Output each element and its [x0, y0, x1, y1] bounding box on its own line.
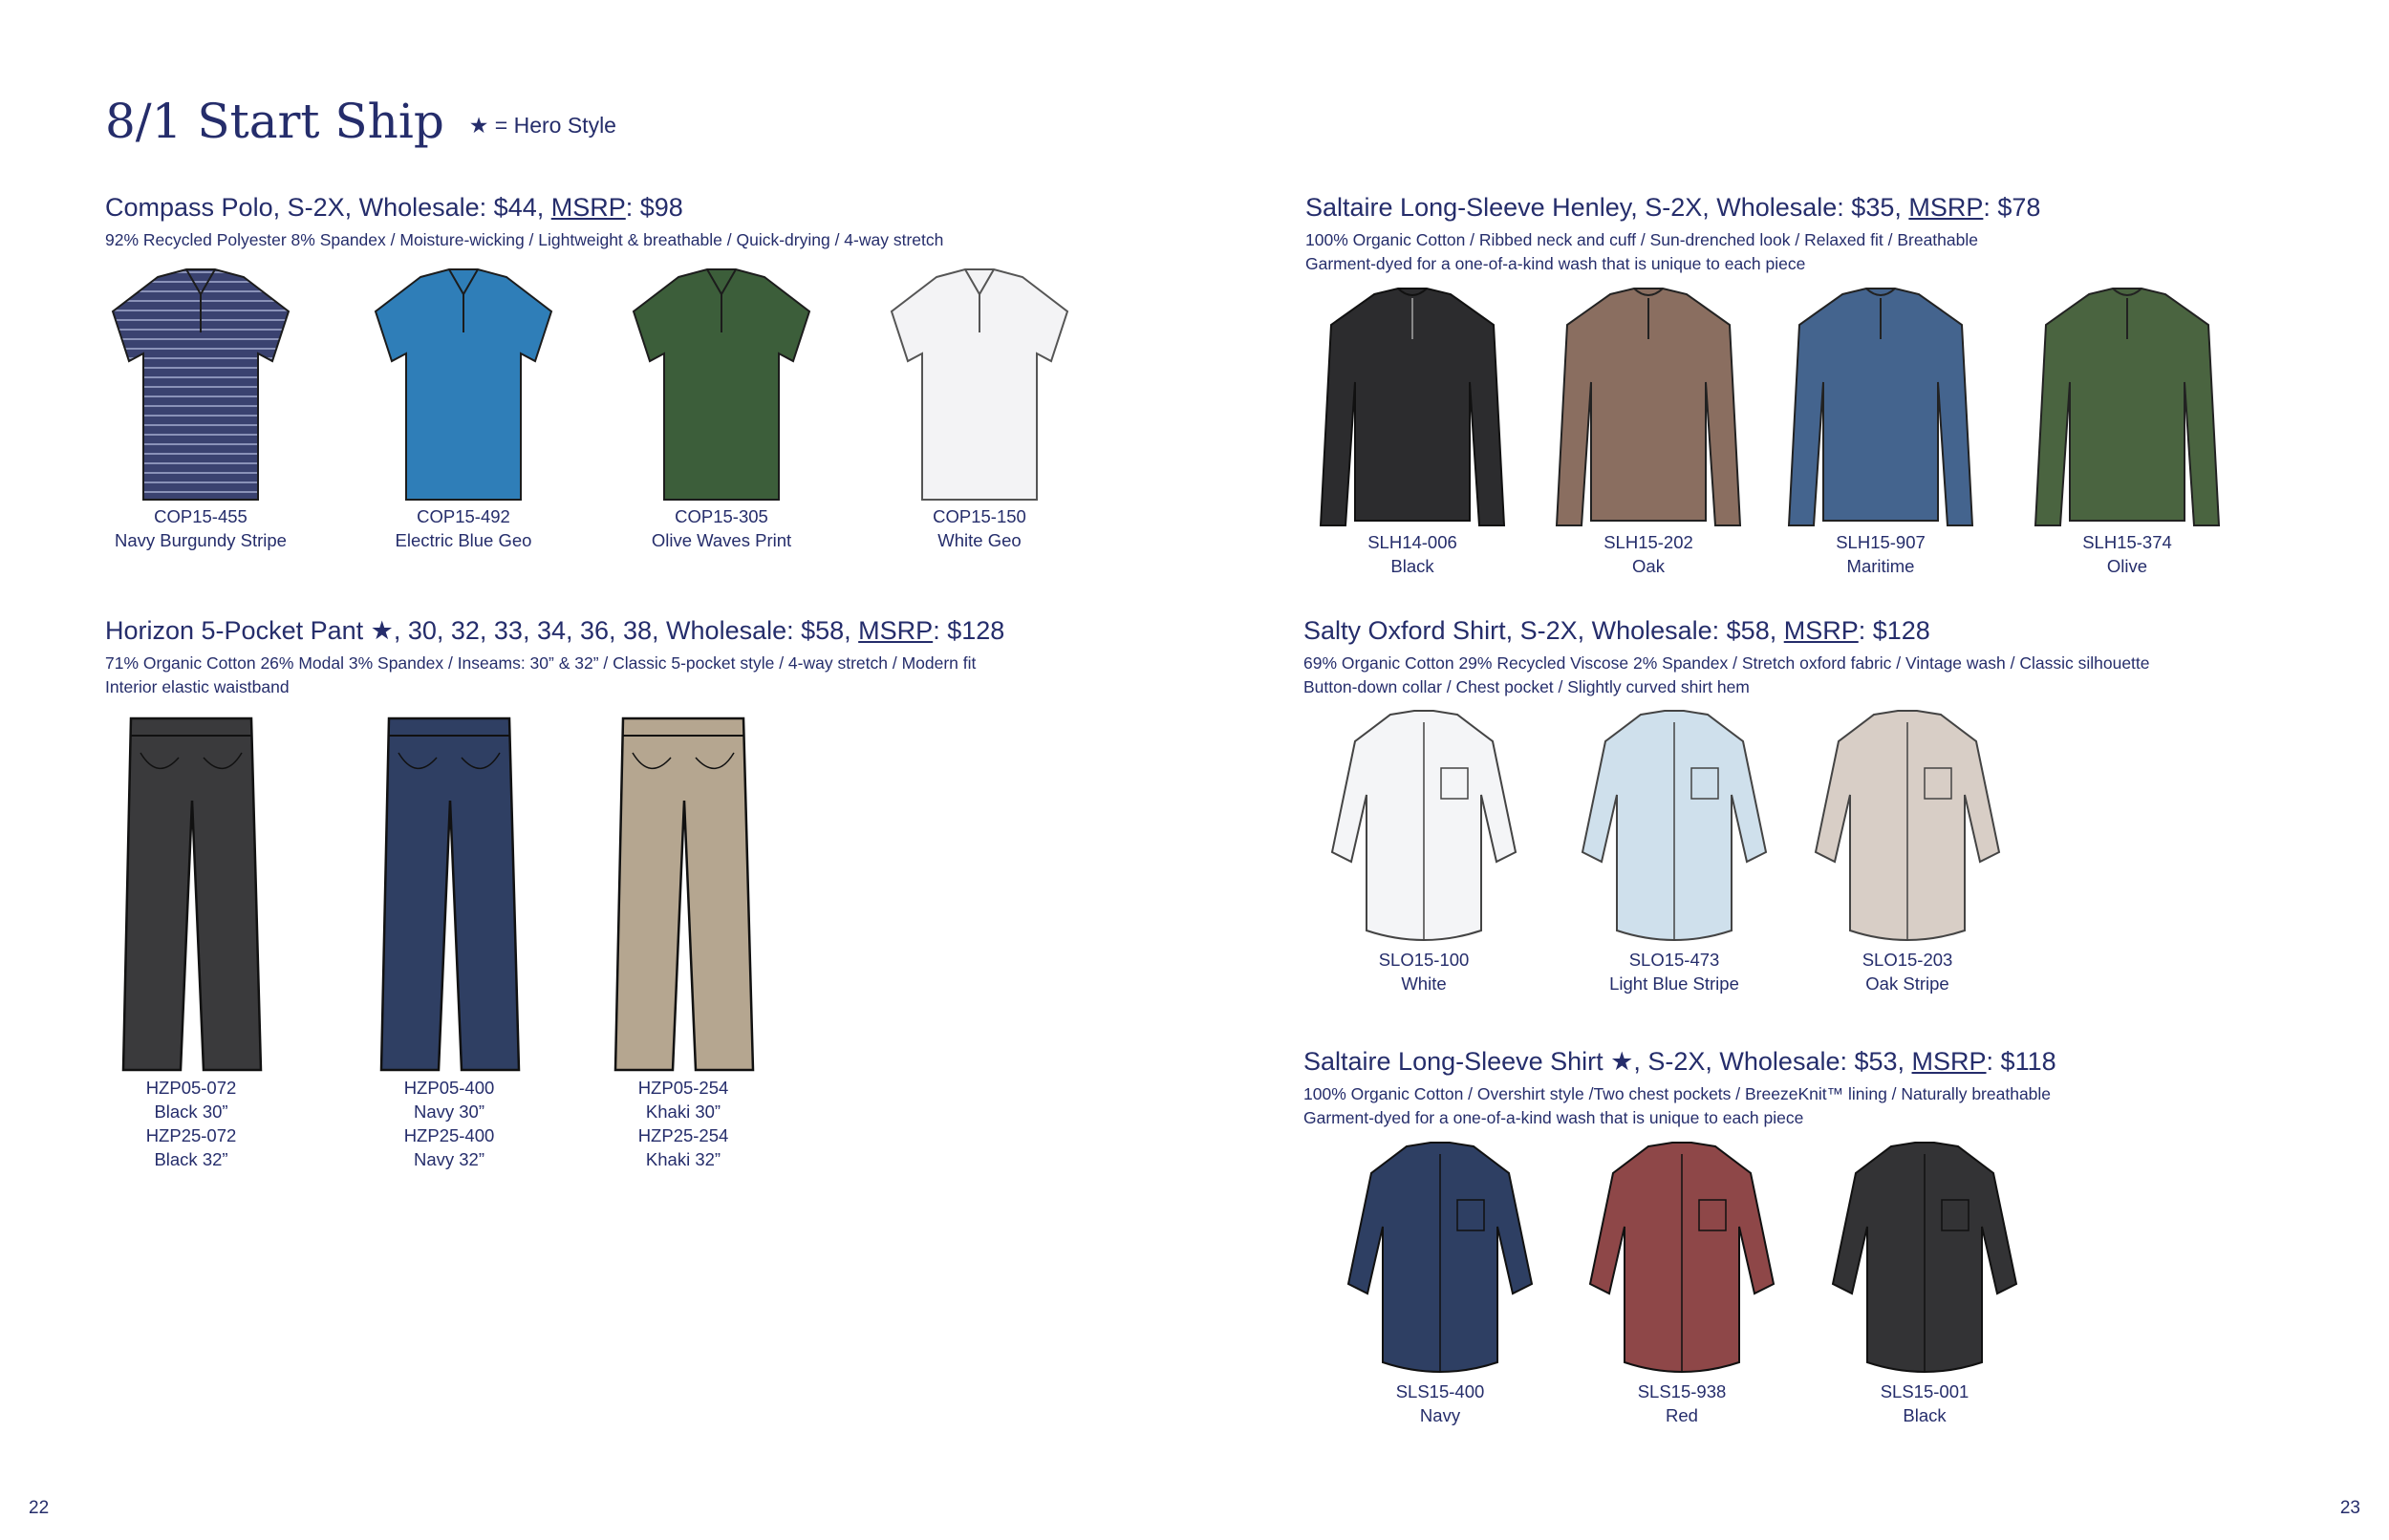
- product-card[interactable]: [1579, 709, 1770, 995]
- product-code: SLH15-907: [1836, 532, 1926, 552]
- product-color: Black: [1903, 1405, 1947, 1425]
- product-code: HZP05-254: [637, 1078, 729, 1098]
- product-card[interactable]: [626, 266, 817, 552]
- section-title: Saltaire Long-Sleeve Shirt ★, S-2X, Wholesale: $53, MSRP: $118: [1303, 1047, 2056, 1076]
- section-title: Compass Polo, S-2X, Wholesale: $44, MSRP: $98: [105, 193, 683, 222]
- product-code: SLO15-100: [1378, 950, 1470, 970]
- msrp-label: MSRP: [1783, 616, 1859, 645]
- product-code: HZP05-400: [403, 1078, 495, 1098]
- section-description: 71% Organic Cotton 26% Modal 3% Spandex / Inseams: 30” & 32” / Classic 5-pocket style / 4-way stretch / Modern fit Interior elastic waistband: [105, 653, 977, 696]
- section-description: 69% Organic Cotton 29% Recycled Viscose 2% Spandex / Stretch oxford fabric / Vintage wash / Classic silhouette Button-down collar / Chest pocket / Slightly curved shirt hem: [1303, 653, 2150, 696]
- page-number-left: 22: [29, 1498, 50, 1518]
- product-code: SLS15-001: [1880, 1381, 1969, 1401]
- overshirt-icon: [1586, 1141, 1777, 1380]
- henley-shirt-icon: [1785, 287, 1976, 530]
- product-card[interactable]: [2032, 287, 2223, 578]
- henley-shirt-icon: [2032, 287, 2223, 530]
- section-compass-polo: [105, 193, 943, 252]
- product-color: White Geo: [937, 530, 1022, 550]
- section-title: Saltaire Long-Sleeve Henley, S-2X, Wholesale: $35, MSRP: $78: [1305, 193, 2041, 222]
- product-card[interactable]: [1829, 1141, 2020, 1427]
- product-color: Navy: [1419, 1405, 1461, 1425]
- polo-shirt-icon: [626, 266, 817, 504]
- product-card[interactable]: [1785, 287, 1976, 578]
- product-card[interactable]: [1812, 709, 2003, 995]
- polo-shirt-icon: [105, 266, 296, 504]
- product-color: Black: [1390, 556, 1434, 576]
- product-code: HZP25-072: [145, 1125, 237, 1145]
- section-description: 100% Organic Cotton / Ribbed neck and cuff / Sun-drenched look / Relaxed fit / Breathable Garment-dyed for a one-of-a-kind wash that is unique to each piece: [1305, 230, 1978, 273]
- pants-icon: [119, 715, 263, 1076]
- product-card[interactable]: [1586, 1141, 1777, 1427]
- product-code: HZP25-400: [403, 1125, 495, 1145]
- product-color: Oak Stripe: [1865, 973, 1949, 994]
- page-number-right: 23: [2339, 1498, 2360, 1518]
- product-color: Navy Burgundy Stripe: [115, 530, 287, 550]
- overshirt-icon: [1829, 1141, 2020, 1380]
- polo-shirt-icon: [368, 266, 559, 504]
- product-code: COP15-305: [675, 506, 768, 526]
- product-color: Electric Blue Geo: [395, 530, 532, 550]
- product-code: COP15-492: [417, 506, 510, 526]
- section-horizon-pant: [105, 616, 1004, 699]
- product-color: Navy 30”: [413, 1102, 485, 1122]
- product-card[interactable]: [597, 715, 769, 1171]
- product-code: SLO15-203: [1862, 950, 1953, 970]
- product-color: Olive: [2106, 556, 2148, 576]
- product-card[interactable]: [1553, 287, 1744, 578]
- oxford-shirt-icon: [1812, 709, 2003, 948]
- product-color: Red: [1666, 1405, 1698, 1425]
- msrp-label: MSRP: [858, 616, 934, 645]
- product-card[interactable]: [105, 715, 277, 1171]
- henley-shirt-icon: [1553, 287, 1744, 530]
- oxford-shirt-icon: [1328, 709, 1519, 948]
- product-code: SLO15-473: [1628, 950, 1720, 970]
- product-color: Khaki 30”: [645, 1102, 721, 1122]
- polo-shirt-icon: [884, 266, 1075, 504]
- product-code: COP15-150: [933, 506, 1026, 526]
- msrp-label: MSRP: [1908, 193, 1984, 222]
- product-card[interactable]: [105, 266, 296, 552]
- hero-style-legend: ★ = Hero Style: [468, 112, 616, 138]
- oxford-shirt-icon: [1579, 709, 1770, 948]
- product-code: SLH15-202: [1603, 532, 1693, 552]
- product-color: Oak: [1632, 556, 1665, 576]
- pants-icon: [377, 715, 521, 1076]
- product-card[interactable]: [884, 266, 1075, 552]
- msrp-label: MSRP: [550, 193, 626, 222]
- pants-icon: [612, 715, 755, 1076]
- product-color: Light Blue Stripe: [1609, 973, 1739, 994]
- product-card[interactable]: [1345, 1141, 1536, 1427]
- section-title: Horizon 5-Pocket Pant ★, 30, 32, 33, 34, 36, 38, Wholesale: $58, MSRP: $128: [105, 616, 1005, 645]
- product-color: Khaki 32”: [645, 1149, 721, 1169]
- product-code: SLS15-938: [1637, 1381, 1727, 1401]
- section-salty-oxford: [1303, 616, 2150, 699]
- henley-shirt-icon: [1317, 287, 1508, 530]
- product-code: COP15-455: [154, 506, 248, 526]
- product-card[interactable]: [1317, 287, 1508, 578]
- product-color: Navy 32”: [413, 1149, 485, 1169]
- product-code: SLH14-006: [1367, 532, 1457, 552]
- product-color: Olive Waves Print: [651, 530, 792, 550]
- section-description: 92% Recycled Polyester 8% Spandex / Moisture-wicking / Lightweight & breathable / Quick-drying / 4-way stretch: [105, 230, 944, 249]
- product-color: White: [1401, 973, 1447, 994]
- msrp-label: MSRP: [1911, 1047, 1987, 1076]
- section-title: Salty Oxford Shirt, S-2X, Wholesale: $58, MSRP: $128: [1303, 616, 1930, 645]
- product-color: Black 32”: [154, 1149, 228, 1169]
- section-saltaire-shirt: [1303, 1047, 2056, 1130]
- section-description: 100% Organic Cotton / Overshirt style /Two chest pockets / BreezeKnit™ lining / Naturally breathable Garment-dyed for a one-of-a-kind wash that is unique to each piece: [1303, 1084, 2052, 1127]
- product-code: SLS15-400: [1395, 1381, 1485, 1401]
- product-code: HZP25-254: [637, 1125, 729, 1145]
- product-card[interactable]: [363, 715, 535, 1171]
- product-code: HZP05-072: [145, 1078, 237, 1098]
- page-title: 8/1 Start Ship ★ = Hero Style: [105, 94, 616, 149]
- product-card[interactable]: [1328, 709, 1519, 995]
- product-card[interactable]: [368, 266, 559, 552]
- product-color: Maritime: [1846, 556, 1915, 576]
- section-saltaire-henley: [1305, 193, 2040, 276]
- product-code: SLH15-374: [2082, 532, 2172, 552]
- product-color: Black 30”: [154, 1102, 228, 1122]
- overshirt-icon: [1345, 1141, 1536, 1380]
